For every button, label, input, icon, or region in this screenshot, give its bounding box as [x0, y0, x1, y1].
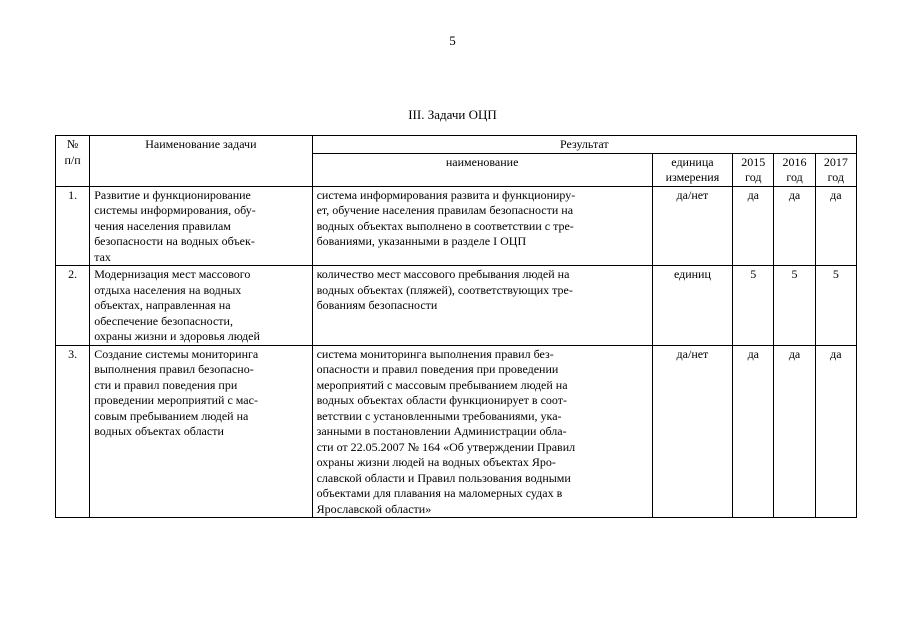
- row-value-2015: да: [733, 186, 774, 266]
- row-unit: да/нет: [652, 186, 732, 266]
- row-value-2016: да: [774, 186, 815, 266]
- row-value-2017: да: [815, 345, 856, 518]
- header-year-2016: 2016 год: [774, 153, 815, 186]
- row-number: 3.: [56, 345, 90, 518]
- header-year-2015: 2015 год: [733, 153, 774, 186]
- table-row: [56, 186, 857, 266]
- row-task-name: Развитие и функционирование системы информирования, обу- чения населения правилам безопасности на водных объек- тах: [90, 186, 312, 266]
- table-row: [56, 345, 857, 518]
- tasks-table: [55, 135, 857, 518]
- header-year-2017: 2017 год: [815, 153, 856, 186]
- row-result-name: количество мест массового пребывания людей на водных объектах (пляжей), соответствующих тре- бованиям безопасности: [312, 266, 652, 346]
- header-result-name: наименование: [312, 153, 652, 186]
- row-result-name: система информирования развита и функциониру- ет, обучение населения правилам безопасности на водных объектах выполнено в соответствии с тре- бованиями, указанными в разделе I ОЦП: [312, 186, 652, 266]
- row-value-2017: да: [815, 186, 856, 266]
- row-number: 1.: [56, 186, 90, 266]
- row-unit: единиц: [652, 266, 732, 346]
- header-result: Результат: [312, 136, 856, 154]
- header-unit: единица измерения: [652, 153, 732, 186]
- row-unit: да/нет: [652, 345, 732, 518]
- row-task-name: Модернизация мест массового отдыха населения на водных объектах, направленная на обеспечение безопасности, охраны жизни и здоровья людей: [90, 266, 312, 346]
- row-value-2015: 5: [733, 266, 774, 346]
- row-value-2017: 5: [815, 266, 856, 346]
- page-number: 5: [449, 33, 456, 48]
- section-title: III. Задачи ОЦП: [408, 107, 497, 122]
- row-value-2016: да: [774, 345, 815, 518]
- row-result-name: система мониторинга выполнения правил без- опасности и правил поведения при проведении мероприятий с массовым пребыванием людей на водных объектах области функционирует в соот- ветствии с установленными требованиями, ука- занными в постановлении Администрации обла- сти от 22.05.2007 № 164 «Об утверждении Правил охраны жизни людей на водных объектах Яро- славской области и Правил пользования водными объектами для плавания на маломерных судах в Ярославской области»: [312, 345, 652, 518]
- table-header-row: [56, 136, 857, 154]
- header-task-name: Наименование задачи: [90, 136, 312, 187]
- header-number: № п/п: [56, 136, 90, 187]
- table-row: [56, 266, 857, 346]
- row-task-name: Создание системы мониторинга выполнения правил безопасно- сти и правил поведения при проведении мероприятий с мас- совым пребыванием людей на водных объектах области: [90, 345, 312, 518]
- row-value-2016: 5: [774, 266, 815, 346]
- row-value-2015: да: [733, 345, 774, 518]
- row-number: 2.: [56, 266, 90, 346]
